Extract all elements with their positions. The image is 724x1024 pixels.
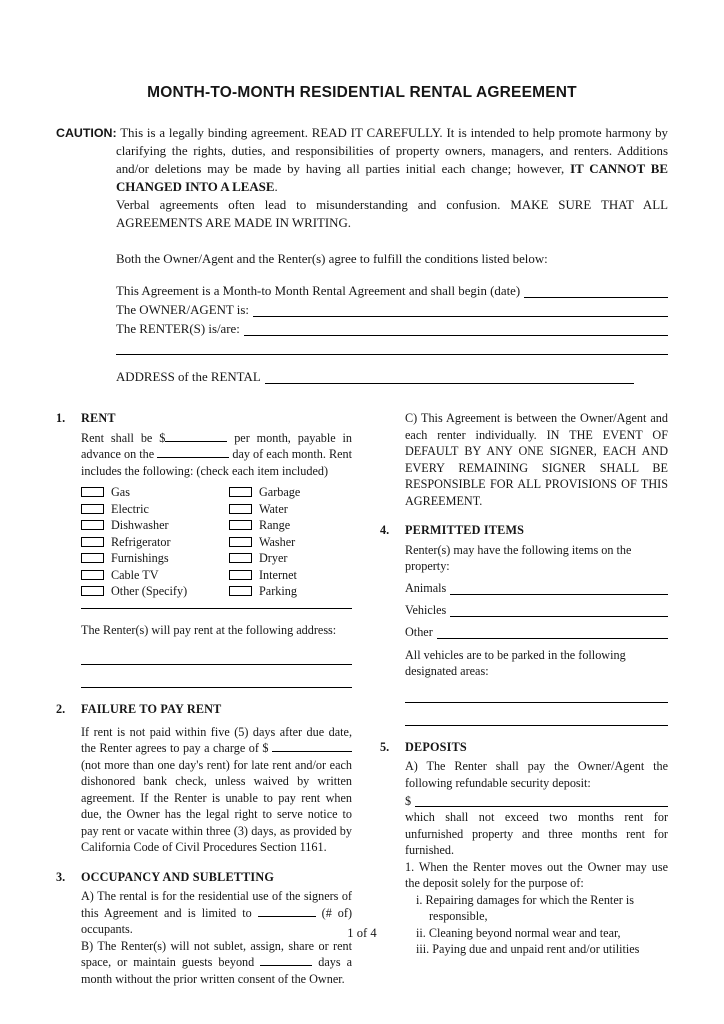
section-permitted-body: [405, 522, 668, 726]
pay-address-blank-2[interactable]: [81, 665, 352, 688]
checkbox-row: [81, 550, 352, 567]
page-title: MONTH-TO-MONTH RESIDENTIAL RENTAL AGREEMENT: [147, 84, 577, 101]
failure-text-a: If rent is not paid within five (5) days after due date, the Renter agrees to pay a charge of $: [81, 724, 352, 755]
caution-paragraph: [56, 124, 669, 196]
checkbox-label: Water: [259, 501, 288, 516]
designated-areas-text: All vehicles are to be parked in the following designated areas:: [405, 647, 626, 678]
garbage-checkbox[interactable]: [229, 487, 252, 497]
rent-text-b: per month, payable in advance on the: [81, 430, 352, 461]
deposit-use-item-iii: iii. Paying due and unpaid rent and/or utilities: [416, 942, 640, 956]
verbal-agreements-text: Verbal agreements often lead to misunderstanding and confusion. MAKE SURE THAT ALL AGREEMENTS ARE MADE IN WRITING.: [116, 198, 668, 230]
owner-agent-blank[interactable]: [253, 307, 668, 317]
agreement-begin-line: [116, 281, 668, 300]
owner-agent-line: [116, 300, 668, 319]
checkbox-row: [81, 534, 352, 551]
caution-text-tail: .: [274, 180, 278, 194]
deposit-amount-blank[interactable]: [415, 797, 668, 807]
internet-checkbox[interactable]: [229, 570, 252, 580]
caution-label: CAUTION:: [56, 126, 117, 140]
checkbox-label: Electric: [111, 501, 149, 516]
occupants-count-blank[interactable]: [258, 909, 316, 917]
vehicles-line: [405, 597, 668, 619]
clause-c-block: [380, 410, 668, 509]
additional-renters-blank[interactable]: [116, 338, 668, 355]
rent-terms-paragraph: [81, 430, 352, 480]
vehicles-label: Vehicles: [405, 603, 447, 617]
intro-block: [56, 124, 668, 386]
section-permitted-number: 4.: [380, 523, 390, 537]
other-items-blank[interactable]: [437, 629, 668, 639]
section-permitted-title: PERMITTED ITEMS: [405, 523, 525, 537]
pay-address-intro: The Renter(s) will pay rent at the following address:: [81, 622, 337, 637]
two-column-body: [56, 410, 668, 1000]
checkbox-item-garbage: [229, 484, 352, 501]
section-occupancy-number: 3.: [56, 869, 66, 884]
section-failure-to-pay: [56, 701, 352, 856]
permitted-items-intro: Renter(s) may have the following items on the property:: [405, 542, 632, 573]
occupancy-clause-b: [81, 938, 352, 988]
checkbox-label: Parking: [259, 584, 297, 598]
checkbox-label: Dishwasher: [111, 518, 169, 532]
deposit-use-text: 1. When the Renter moves out the Owner may use the deposit solely for the purpose of:: [405, 859, 668, 890]
occupancy-b-text-2: days a month without the prior written consent of the Owner.: [81, 955, 352, 986]
other-items-line: [405, 619, 668, 641]
agreement-begin-label: This Agreement is a Month-to Month Rental Agreement and shall begin (date): [116, 284, 521, 298]
pay-address-blank-1[interactable]: [81, 642, 352, 665]
section-occupancy-title: OCCUPANCY AND SUBLETTING: [81, 869, 275, 884]
checkbox-label: Garbage: [259, 485, 301, 499]
other-checkbox[interactable]: [81, 586, 104, 596]
gas-checkbox[interactable]: [81, 487, 104, 497]
occupancy-b-text-1: B) The Renter(s) will not sublet, assign, share or rent space, or maintain guests beyond: [81, 938, 352, 969]
checkbox-row: [81, 501, 352, 518]
deposits-clause-a: A) The Renter shall pay the Owner/Agent the following refundable security deposit:: [405, 759, 668, 790]
checkbox-item-other: [81, 583, 229, 600]
vehicles-blank[interactable]: [450, 607, 668, 617]
other-items-label: Other: [405, 625, 433, 639]
renters-label: The RENTER(S) is/are:: [116, 322, 240, 336]
deposit-use-item-ii: ii. Cleaning beyond normal wear and tear,: [416, 925, 621, 940]
rental-address-label: ADDRESS of the RENTAL: [116, 370, 261, 384]
rental-address-blank[interactable]: [265, 374, 634, 384]
checkbox-row: [81, 484, 352, 501]
checkbox-label: Washer: [259, 534, 296, 549]
occupancy-a-text-1: A) The rental is for the residential use of the signers of this Agreement and is limited to: [81, 889, 352, 920]
right-column: [380, 410, 668, 1000]
section-rent-number: 1.: [56, 411, 66, 425]
caution-bold-text: IT CANNOT BE CHANGED INTO A LEASE: [116, 162, 668, 194]
failure-terms-paragraph: [81, 724, 352, 856]
checkbox-item-washer: [229, 534, 352, 551]
renters-line: [116, 319, 668, 338]
furnishings-checkbox[interactable]: [81, 553, 104, 563]
checkbox-item-gas: [81, 484, 229, 501]
clause-c-paragraph: C) This Agreement is between the Owner/Agent and each renter individually. IN THE EVENT OF DEFAULT BY ANY ONE SIGNER, EACH AND EVERY REMAINING SIGNER SHALL BE RESPONSIBLE FOR ALL PROVISIONS OF THIS AGREEMENT.: [405, 411, 668, 508]
section-deposits-title: DEPOSITS: [405, 739, 467, 754]
section-failure-body: [81, 701, 352, 856]
water-checkbox[interactable]: [229, 504, 252, 514]
page-number: 1 of 4: [347, 926, 377, 940]
included-items-checklist: [81, 484, 352, 600]
section-deposits-number: 5.: [380, 739, 390, 754]
checkbox-item-parking: [229, 583, 352, 600]
cable-tv-checkbox[interactable]: [81, 570, 104, 580]
conditions-intro-text: Both the Owner/Agent and the Renter(s) agree to fulfill the conditions listed below:: [116, 252, 548, 266]
washer-checkbox[interactable]: [229, 537, 252, 547]
checkbox-label: Cable TV: [111, 567, 159, 582]
guest-days-blank[interactable]: [260, 958, 312, 966]
checkbox-label: Other (Specify): [111, 584, 188, 598]
checkbox-item-electric: [81, 501, 229, 518]
checkbox-item-cable-tv: [81, 567, 229, 584]
section-rent-title: RENT: [81, 411, 116, 425]
section-deposits: [380, 739, 668, 958]
failure-text-b: (not more than one day's rent) for late rent and/or each dishonored bank check, unless waived by written agreement. If the Renter is unable to pay rent when due, the Owner has the legal right to serve notice to pay rent or vacate within three (3) days, as provided by California Code of Civil Procedures Section 1161.: [81, 757, 352, 854]
clause-c-body: [405, 410, 668, 509]
left-column: [56, 410, 352, 1000]
range-checkbox[interactable]: [229, 520, 252, 530]
section-permitted-items: [380, 522, 668, 726]
checkbox-item-furnishings: [81, 550, 229, 567]
animals-label: Animals: [405, 581, 447, 595]
parking-checkbox[interactable]: [229, 586, 252, 596]
checkbox-row: [81, 517, 352, 534]
renters-blank[interactable]: [244, 326, 668, 336]
checkbox-item-water: [229, 501, 352, 518]
dishwasher-checkbox[interactable]: [81, 520, 104, 530]
checkbox-item-internet: [229, 567, 352, 584]
late-charge-blank[interactable]: [272, 744, 352, 752]
electric-checkbox[interactable]: [81, 504, 104, 514]
refrigerator-checkbox[interactable]: [81, 537, 104, 547]
dryer-checkbox[interactable]: [229, 553, 252, 563]
clause-c-gutter: [380, 410, 405, 509]
checkbox-label: Internet: [259, 567, 297, 582]
checkbox-row: [81, 583, 352, 600]
rent-text-c: day of each month. Rent includes the following: (check each item included): [81, 447, 352, 478]
designated-areas-blank-1[interactable]: [405, 680, 668, 703]
deposit-limit-text: which shall not exceed two months rent for unfurnished property and three months rent for furnished.: [405, 810, 668, 857]
occupancy-a-text-2: (# of) occupants.: [81, 905, 353, 936]
checkbox-item-refrigerator: [81, 534, 229, 551]
animals-line: [405, 575, 668, 597]
deposit-dollar-sign: $: [405, 793, 412, 808]
section-rent: [56, 410, 352, 688]
checkbox-label: Dryer: [259, 551, 288, 565]
checkbox-label: Furnishings: [111, 551, 169, 565]
animals-blank[interactable]: [450, 585, 668, 595]
checkbox-row: [81, 567, 352, 584]
checkbox-label: Range: [259, 518, 291, 532]
checkbox-item-dishwasher: [81, 517, 229, 534]
rental-address-line: [116, 365, 634, 386]
other-specify-blank[interactable]: [81, 600, 352, 609]
deposit-use-item-i: i. Repairing damages for which the Renter is responsible,: [416, 892, 634, 923]
rent-due-day-blank[interactable]: [157, 450, 229, 458]
checkbox-item-range: [229, 517, 352, 534]
designated-areas-blank-2[interactable]: [405, 703, 668, 726]
section-failure-title: FAILURE TO PAY RENT: [81, 702, 222, 716]
checkbox-item-dryer: [229, 550, 352, 567]
checkbox-label: Refrigerator: [111, 534, 171, 549]
rent-amount-blank[interactable]: [165, 434, 227, 442]
caution-text: This is a legally binding agreement. READ IT CAREFULLY. It is intended to help promote harmony by clarifying the rights, duties, and responsibilities of property owners, managers, and renters. Additions and/or deletions may be made by having all parties initial each change; however,: [116, 126, 669, 176]
owner-agent-label: The OWNER/AGENT is:: [116, 303, 249, 317]
intro-fill-lines: [116, 281, 668, 386]
checkbox-label: Gas: [111, 485, 130, 499]
section-rent-body: [81, 410, 352, 688]
rent-text-a: Rent shall be $: [81, 430, 166, 445]
begin-date-blank[interactable]: [524, 288, 668, 298]
section-failure-number: 2.: [56, 702, 66, 716]
deposit-amount-line: [405, 791, 668, 809]
section-deposits-body: [405, 739, 668, 958]
